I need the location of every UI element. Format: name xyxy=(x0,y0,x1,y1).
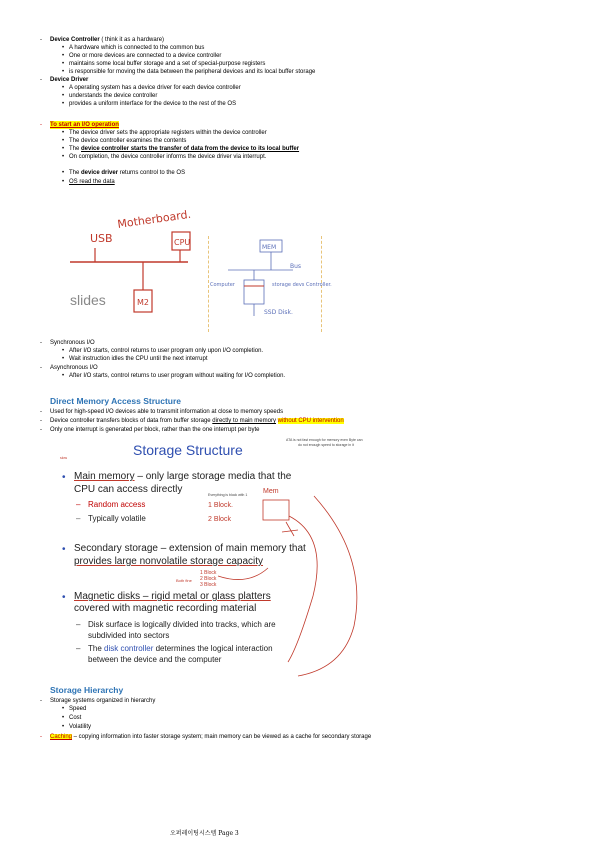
bus-label: Bus xyxy=(290,263,302,270)
hierarchy-bullet-cost: Cost xyxy=(69,715,82,721)
storage-structure-slide: Storage Structure slow ATA is not fast enough for memory even Byte can do not enough speed to storage in it • Main memory – only large storage media that the CPU can access directly – Random access – Typically volatile • Secondary storage – extension of main memory that provides large nonvolatile storage capacity • Magnetic disks – rigid metal or glass platters covered with magnetic recording material – Disk surface is logically divided into tracks, which are subdivided into sectors – The disk controller determines the logical interaction between the device and the computer Everything is block with 1 1 Block. 2 Block Mem Both fine 1 Block 2 Block 3 Block xyxy=(60,438,363,664)
sync-bullet-1: After I/O starts, control returns to user program only upon I/O completion. xyxy=(69,348,264,354)
dma-line-1: Used for high-speed I/O devices able to transmit information at close to memory speeds xyxy=(50,409,284,415)
ssd-label: SSD Disk. xyxy=(264,309,293,316)
slide-note-slow: slow xyxy=(60,456,68,460)
slide-note-top: ATA is not fast enough for memory even Byte can xyxy=(286,438,363,442)
dc-bullet-1: A hardware which is connected to the common bus xyxy=(69,45,205,51)
handwriting-overlay xyxy=(58,436,363,676)
ann-block-1: 1 Block. xyxy=(208,502,233,509)
hierarchy-bullet-speed: Speed xyxy=(69,706,87,712)
dd-bullet-3: provides a uniform interface for the device to the rest of the OS xyxy=(69,101,237,107)
ann-block-2: 2 Block xyxy=(208,516,231,523)
slide-title: Storage Structure xyxy=(133,442,243,458)
caching-line: Caching – copying information into faster storage system; main memory can be viewed as a cache for secondary storage xyxy=(50,734,372,740)
slide-main-memory: Main memory – only large storage media that the xyxy=(74,471,292,482)
computer-label: Computer xyxy=(210,282,235,288)
dc-bullet-2: One or more devices are connected to a device controller xyxy=(69,53,222,59)
slide-disk-controller: The disk controller determines the logical interaction xyxy=(88,644,273,653)
cpu-label: CPU xyxy=(174,238,191,247)
io-bullet-6: OS read the data xyxy=(69,179,115,185)
dd-bullet-1: A operating system has a device driver for each device controller xyxy=(69,85,241,91)
mem-label: MEM xyxy=(262,244,277,251)
sync-io-heading: Synchronous I/O xyxy=(50,340,95,346)
hierarchy-heading: Storage Hierarchy xyxy=(50,685,124,695)
ann-blocks-3: 1 Block 2 Block 3 Block xyxy=(200,570,217,588)
slide-disk-controller-2: between the device and the computer xyxy=(88,655,222,664)
dc-bullet-3: maintains some local buffer storage and a set of special-purpose registers xyxy=(69,61,266,67)
motherboard-sketch xyxy=(60,207,205,330)
slide-random-access: Random access xyxy=(88,500,146,509)
dd-bullet-2: understands the device controller xyxy=(69,93,158,99)
slide-magnetic-2: covered with magnetic recording material xyxy=(74,603,257,614)
async-bullet-1: After I/O starts, control returns to user program without waiting for I/O completion. xyxy=(69,373,286,379)
ann-both: Both fine xyxy=(176,578,192,583)
dma-line-2: Device controller transfers blocks of data from buffer storage directly to main memory without CPU intervention xyxy=(50,418,344,424)
bus-controller-sketch xyxy=(208,236,332,332)
dma-line-3: Only one interrupt is generated per block, rather than the one interrupt per byte xyxy=(50,427,260,433)
io-start-heading: To start an I/O operation xyxy=(50,122,119,128)
hierarchy-line-1: Storage systems organized in hierarchy xyxy=(50,698,156,704)
usb-label: USB xyxy=(90,232,113,245)
slide-main-memory-2: CPU can access directly xyxy=(74,484,183,495)
sync-bullet-2: Wait instruction idles the CPU until the next interrupt xyxy=(69,356,208,362)
slide-note-top-2: do not enough speed to storage in it xyxy=(298,443,354,447)
io-bullet-3: The device controller starts the transfer of data from the device to its local buffer xyxy=(69,146,300,152)
dash-marker: - xyxy=(40,37,42,43)
ann-mem: Mem xyxy=(263,488,279,495)
slide-secondary: Secondary storage – extension of main memory that xyxy=(74,543,306,554)
slide-volatile: Typically volatile xyxy=(88,514,146,523)
dc-bullet-4: is responsible for moving the data between the peripheral devices and its local buffer storage xyxy=(69,69,316,75)
note-page: - Device Controller ( think it as a hardware) • A hardware which is connected to the common bus • One or more devices are connected to a device controller • maintains some local buffer storage and a set of special-purpose registers • is responsible for moving the data between the peripheral devices and its local buffer storage - Device Driver • A operating system has a device driver for each device controller • understands the device controller • provides a uniform interface for the device to the rest of the OS - To start an I/O operation • The device driver sets the appropriate registers within the device controller • The device controller examines the contents • The device controller starts the transfer of data from the device to its local buffer • On completion, the device controller informs the device driver via interrupt. • The device driver returns control to the OS • OS read the data USB Motherboard. CPU M2 slides MEM Bus Computer storage devs Controller. SSD Disk. - Synchronous I/O • After I/O starts, control returns to user program only upon I/O completion. • Wait instruction idles the CPU until the next interrupt - Asynchronous I/O • After I/O starts, control returns to user program without waiting for I/O completion. Direct Memory Access Structure - Used for high-speed I/O devices able to transmit information at close to memory speeds - Device controller transfers blocks of data from buffer storage directly to main memory without CPU intervention - Only one interrupt is generated per block, rather than the one interrupt per byte Storage Structure slow ATA is not fast enough for memory even Byte can do not enough speed to storage in it • Main memory – only large storage media that the CPU can access directly – Random access – Typically volatile • Secondary storage – extension of main memory that provides large nonvolatile storage capacity • Magnetic disks – rigid metal or glass platters covered with magnetic recording material – Disk surface is logically divided into tracks, which are subdivided into sectors – The disk controller determines the logical interaction between the device and the computer Everything is block with 1 1 Block. 2 Block Mem Both fine 1 Block 2 Block 3 Block Storage Hierarchy - Storage systems organized in hierarchy • Speed • Cost • Volatility - Caching – copying information into faster storage system; main memory can be viewed as a cache for secondary storage 오퍼레이팅시스템 Page 3 xyxy=(40,37,372,837)
io-bullet-2: The device controller examines the contents xyxy=(69,138,187,144)
slide-secondary-2: provides large nonvolatile storage capacity xyxy=(74,556,263,567)
io-bullet-5: The device driver returns control to the OS xyxy=(69,170,186,176)
dma-heading: Direct Memory Access Structure xyxy=(50,396,182,406)
motherboard-label: Motherboard. xyxy=(116,207,192,231)
slide-disk-surface-2: subdivided into sectors xyxy=(88,631,170,640)
slide-note-block: Everything is block with 1 xyxy=(208,493,248,497)
io-bullet-1: The device driver sets the appropriate registers within the device controller xyxy=(69,130,267,136)
slide-disk-surface: Disk surface is logically divided into tracks, which are xyxy=(88,620,276,629)
io-bullet-4: On completion, the device controller informs the device driver via interrupt. xyxy=(69,154,267,160)
device-driver-heading: Device Driver xyxy=(50,77,89,83)
async-io-heading: Asynchronous I/O xyxy=(50,365,98,371)
controller-label: storage devs Controller. xyxy=(272,282,332,288)
page-footer: 오퍼레이팅시스템 Page 3 xyxy=(170,830,239,837)
device-controller-heading: Device Controller ( think it as a hardware) xyxy=(50,37,165,43)
slides-label: slides xyxy=(70,292,106,308)
hierarchy-bullet-volatility: Volatility xyxy=(69,724,92,730)
m2-label: M2 xyxy=(137,298,149,307)
slide-magnetic: Magnetic disks – rigid metal or glass platters xyxy=(74,591,271,602)
